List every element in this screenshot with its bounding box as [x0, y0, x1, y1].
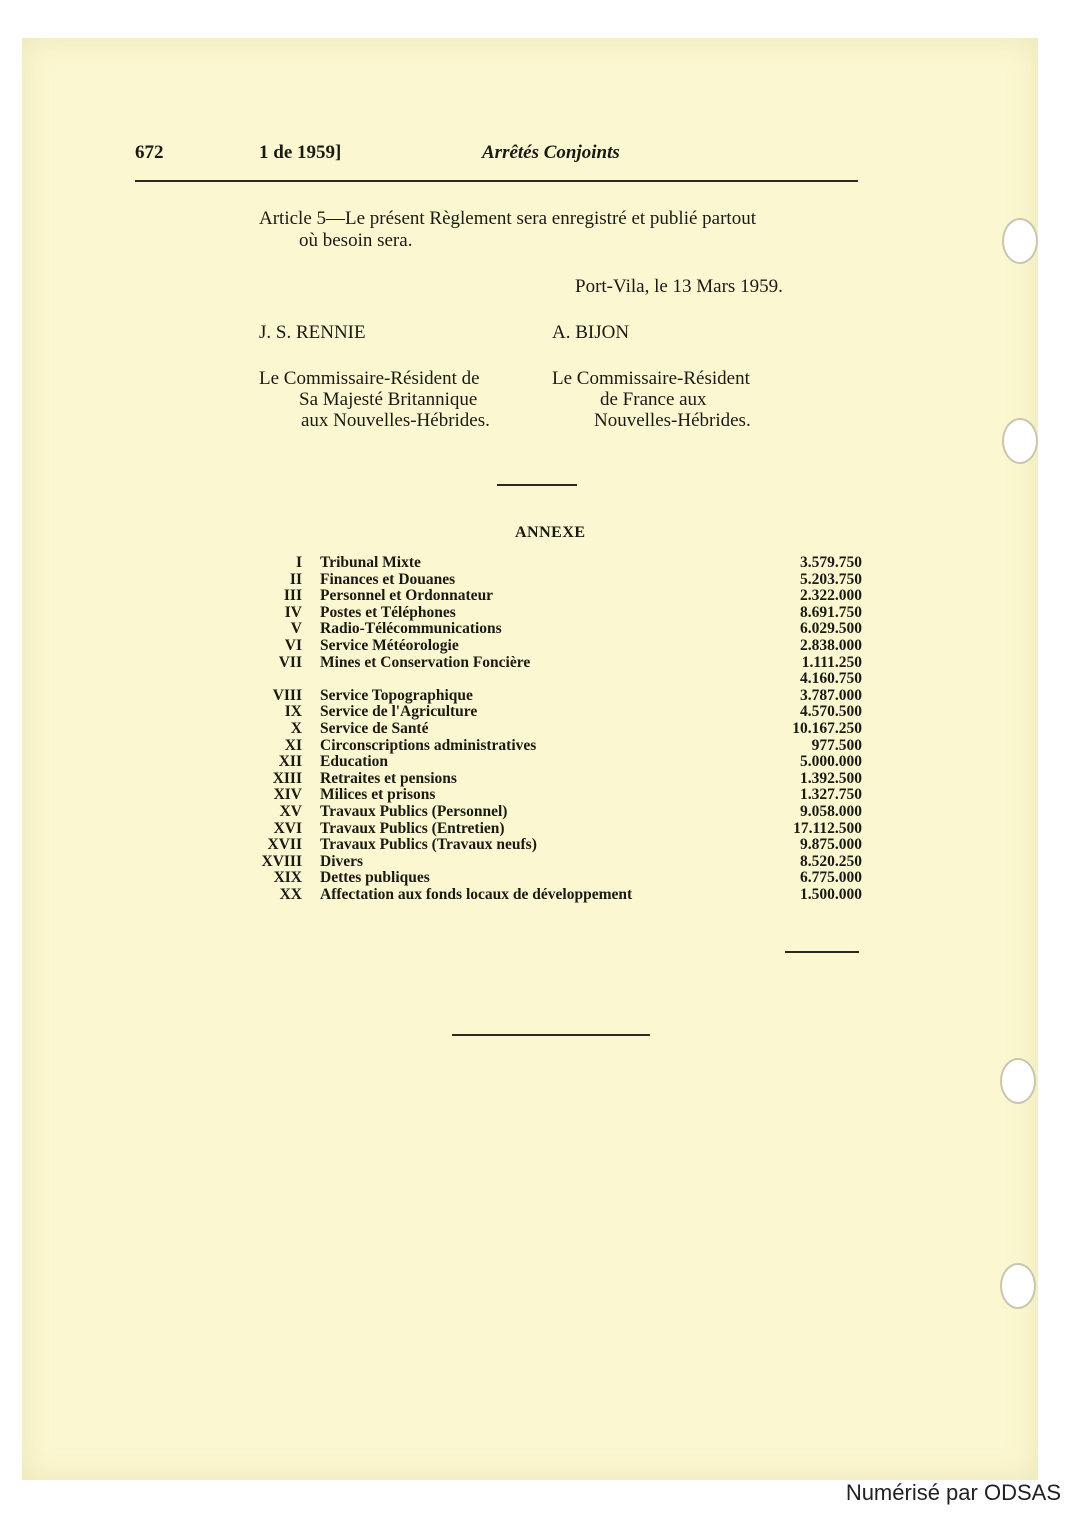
row-amount: 5.000.000: [800, 753, 862, 771]
digitization-credit: Numérisé par ODSAS: [845, 1480, 1061, 1505]
row-amount: 8.520.250: [800, 852, 862, 870]
row-amount: 1.327.750: [800, 786, 862, 804]
document-page: [22, 38, 1038, 1480]
row-label: Radio-Télécommunications: [320, 620, 502, 638]
row-label: Service Météorologie: [320, 636, 459, 654]
row-label: Mines et Conservation Foncière: [320, 653, 531, 671]
row-label: Travaux Publics (Travaux neufs): [320, 836, 537, 854]
row-label: Circonscriptions administratives: [320, 736, 537, 754]
row-amount: 4.160.750: [800, 670, 862, 688]
article-line-2: où besoin sera.: [299, 230, 413, 251]
row-amount: 2.838.000: [800, 636, 862, 654]
row-amount: 17.112.500: [793, 819, 862, 837]
page-number: 672: [135, 142, 164, 163]
row-number: VI: [284, 636, 302, 654]
row-number: XVII: [267, 836, 302, 854]
row-label: Personnel et Ordonnateur: [320, 587, 494, 605]
annex-total-rule: [785, 951, 859, 953]
table-row: [252, 771, 862, 788]
row-amount: 3.787.000: [800, 686, 862, 704]
role-line: Sa Majesté Britannique: [299, 389, 478, 410]
table-row: [252, 738, 862, 755]
row-number: XIII: [272, 769, 302, 787]
row-number: VII: [278, 653, 302, 671]
punch-hole: [1000, 1263, 1036, 1309]
annex-title: ANNEXE: [515, 524, 586, 541]
row-number: XIV: [273, 786, 302, 804]
table-row: [252, 572, 862, 589]
punch-hole: [1002, 218, 1038, 264]
closing-divider: [452, 1034, 650, 1036]
row-label: Travaux Publics (Entretien): [320, 819, 505, 837]
row-amount: 5.203.750: [800, 570, 862, 588]
row-number: VIII: [272, 686, 302, 704]
row-amount: 6.775.000: [800, 869, 862, 887]
punch-hole: [1002, 418, 1038, 464]
role-line: Le Commissaire-Résident: [552, 368, 750, 389]
signatory-name-french: A. BIJON: [552, 322, 630, 343]
punch-hole: [1000, 1058, 1036, 1104]
table-row: [252, 787, 862, 804]
annex-table: [252, 555, 862, 903]
section-divider: [497, 484, 577, 486]
table-row: [252, 588, 862, 605]
table-row: [252, 870, 862, 887]
row-number: XVI: [273, 819, 302, 837]
table-row: [252, 754, 862, 771]
row-label: Finances et Douanes: [320, 570, 456, 588]
row-label: Service de l'Agriculture: [320, 703, 478, 721]
table-row: [252, 671, 862, 688]
role-line: Nouvelles-Hébrides.: [594, 410, 751, 431]
article-5-paragraph: [259, 208, 859, 252]
table-row: [252, 887, 862, 904]
header-rule: [135, 180, 858, 182]
table-row: [252, 655, 862, 672]
table-row: [252, 621, 862, 638]
row-number: X: [290, 719, 302, 737]
row-number: XI: [284, 736, 302, 754]
document-reference: 1 de 1959]: [259, 142, 342, 163]
role-line: aux Nouvelles-Hébrides.: [301, 410, 490, 431]
table-row: [252, 821, 862, 838]
role-line: de France aux: [600, 389, 707, 410]
table-row: [252, 704, 862, 721]
row-number: XV: [279, 802, 302, 820]
row-label: Affectation aux fonds locaux de développement: [320, 885, 633, 903]
table-row: [252, 804, 862, 821]
row-label: Tribunal Mixte: [320, 554, 421, 571]
row-number: XII: [278, 753, 302, 771]
row-label: Divers: [320, 852, 364, 870]
row-number: XIX: [273, 869, 302, 887]
row-label: Milices et prisons: [320, 786, 436, 804]
row-number: IX: [284, 703, 302, 721]
row-amount: 1.392.500: [800, 769, 862, 787]
running-title: Arrêtés Conjoints: [482, 142, 620, 163]
table-row: [252, 854, 862, 871]
table-row: [252, 555, 862, 572]
row-label: Retraites et pensions: [320, 769, 457, 787]
row-amount: 10.167.250: [792, 719, 862, 737]
table-row: [252, 605, 862, 622]
row-amount: 3.579.750: [800, 554, 862, 571]
row-label: Travaux Publics (Personnel): [320, 802, 508, 820]
row-amount: 1.500.000: [800, 885, 862, 903]
row-number: I: [295, 554, 302, 571]
row-amount: 2.322.000: [800, 587, 862, 605]
table-row: [252, 688, 862, 705]
table-row: [252, 638, 862, 655]
row-amount: 977.500: [811, 736, 862, 754]
row-number: V: [290, 620, 302, 638]
row-number: XX: [279, 885, 302, 903]
row-label: Dettes publiques: [320, 869, 430, 887]
signatory-role-french: [552, 368, 751, 431]
place-date: Port-Vila, le 13 Mars 1959.: [575, 276, 783, 297]
row-label: Postes et Téléphones: [320, 603, 456, 621]
signatory-role-british: [259, 368, 490, 431]
row-label: Service de Santé: [320, 719, 429, 737]
row-label: Education: [320, 753, 389, 771]
row-amount: 9.875.000: [800, 836, 862, 854]
row-amount: 1.111.250: [801, 653, 862, 671]
row-amount: 8.691.750: [800, 603, 862, 621]
signatory-name-british: J. S. RENNIE: [259, 322, 366, 343]
row-number: XVIII: [261, 852, 302, 870]
row-amount: 4.570.500: [800, 703, 862, 721]
table-row: [252, 837, 862, 854]
table-row: [252, 721, 862, 738]
row-label: Service Topographique: [320, 686, 473, 704]
row-amount: 9.058.000: [800, 802, 862, 820]
row-amount: 6.029.500: [800, 620, 862, 638]
row-number: II: [289, 570, 302, 588]
role-line: Le Commissaire-Résident de: [259, 368, 480, 389]
row-number: IV: [284, 603, 302, 621]
article-line-1: Article 5—Le présent Règlement sera enregistré et publié partout: [259, 208, 756, 229]
row-number: III: [283, 587, 302, 605]
